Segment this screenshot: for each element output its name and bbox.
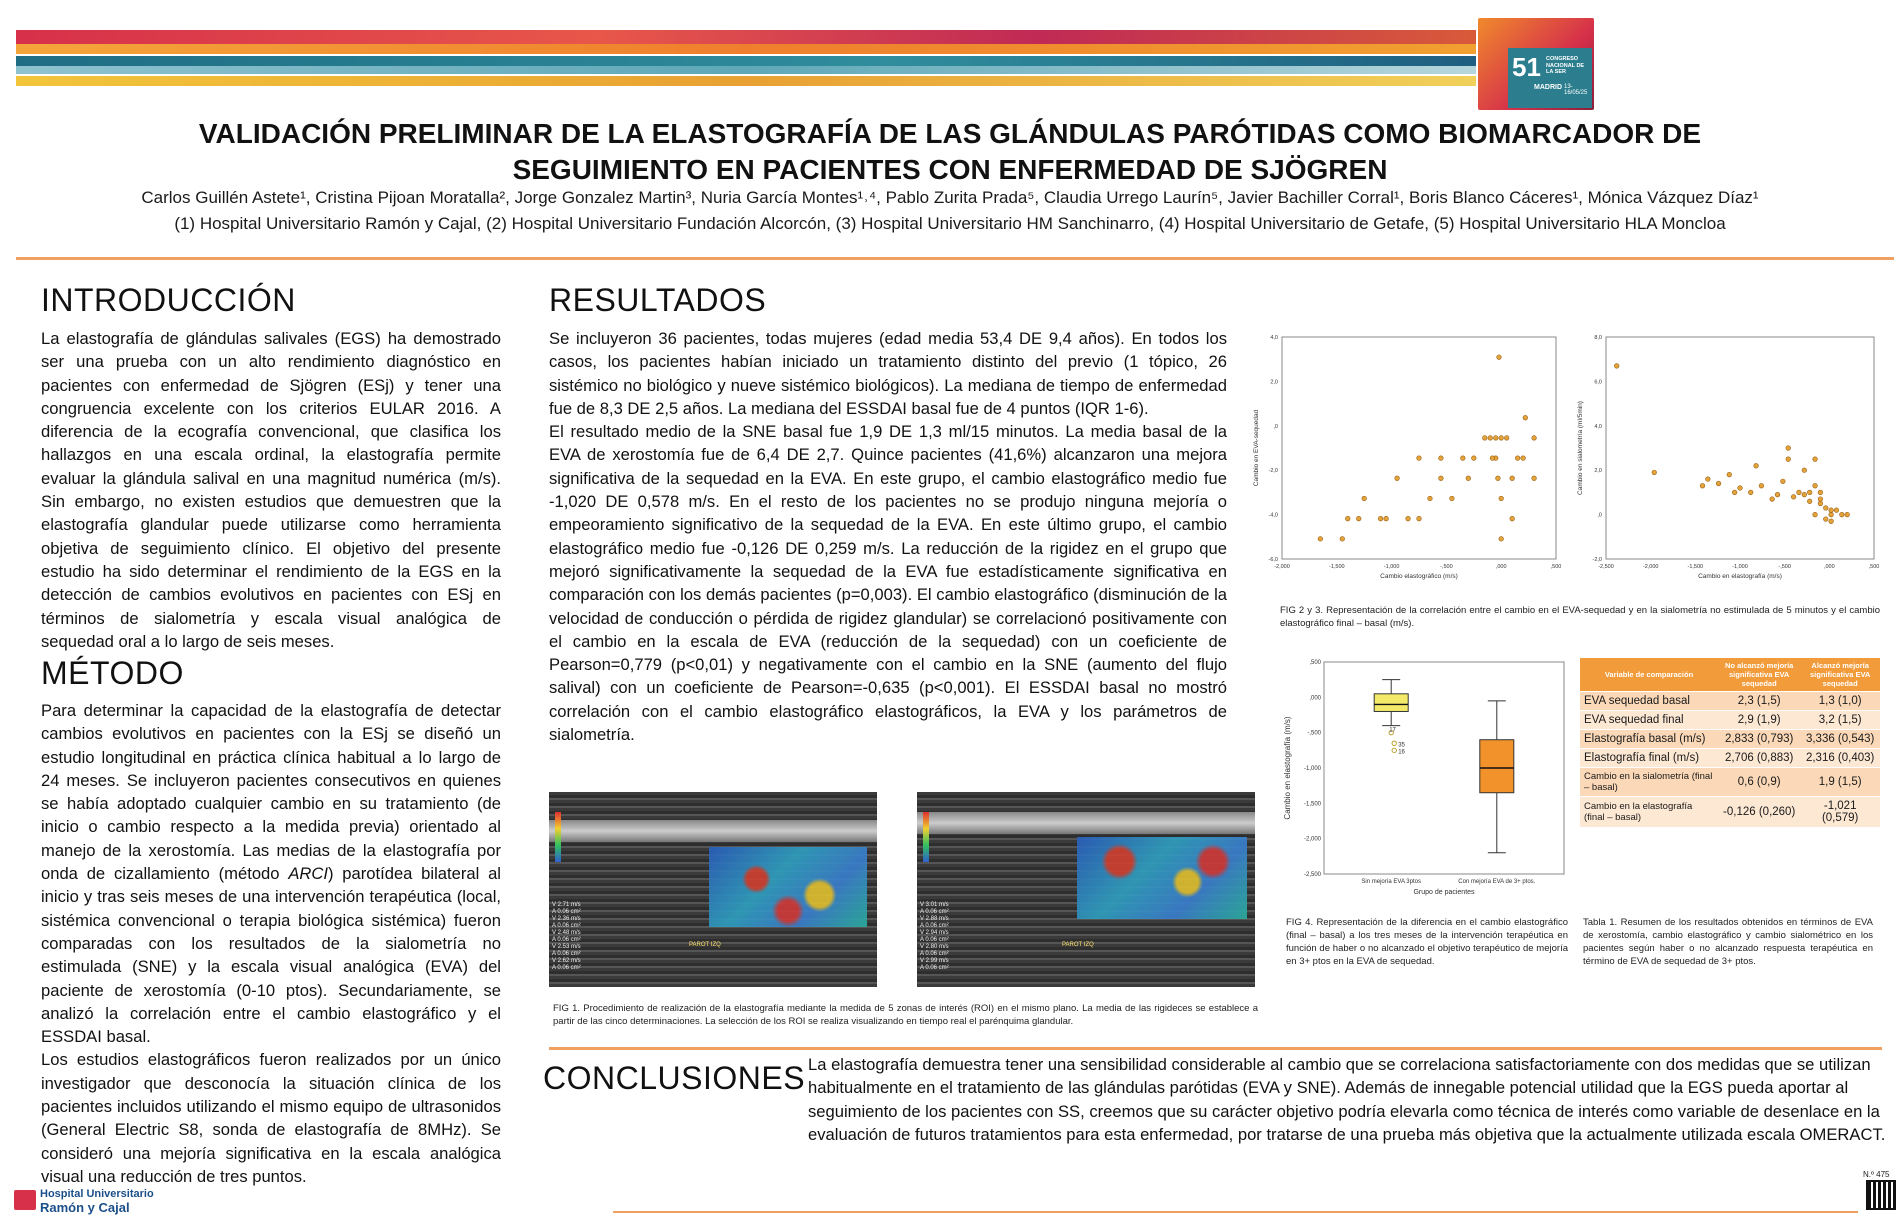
- data-point: [1532, 476, 1537, 481]
- table-header-cell: No alcanzó mejoría significativa EVA sequedad: [1718, 658, 1800, 692]
- hospital-logo: [14, 1188, 214, 1218]
- table-row-label: Cambio en la sialometría (final – basal): [1580, 768, 1718, 797]
- data-point: [1439, 456, 1444, 461]
- results-paragraph-2: El resultado medio de la SNE basal fue 1,9 DE 1,3 ml/15 minutos. La media basal de la EVA de xerostomía fue de 6,4 DE 2,7. Quince pacientes (41,6%) alcanzaron una mejora significativa de la sequedad en la EVA. En este grupo, el cambio elastográfico medio fue -1,020 DE 0,578 m/s. En el resto de los pacientes no se produjo ninguna mejoría o empeoramiento significativo de la sequedad de la EVA. En este último grupo, el cambio elastográfico medio fue -0,126 DE 0,259 m/s. La reducción de la rigidez en el grupo que mejoró significativamente la sequedad de la EVA fue estadísticamente significativa en comparación con los demás pacientes (p=0,003). El cambio elastográfico (disminución de la velocidad de conducción o pérdida de rigidez glandular) se correlacionó positivamente con el cambio en la escala de EVA (reducción de la sequedad) con un coeficiente de Pearson=0,779 (p<0,01) y negativamente con el cambio en la SNE (aumento del flujo salival) con un coeficiente de Pearson=-0,635 (p<0,001). El ESSDAI basal no mostró correlación con el cambio elastográfico elastográficos, la EVA y los parámetros de sialometría.: [549, 422, 1227, 745]
- y-tick-label: -4,0: [1268, 512, 1278, 519]
- x-tick-label: -2,000: [1274, 564, 1290, 570]
- elasto-readout: V 2.71 m/s: [552, 902, 581, 908]
- elasto-readout: V 3.01 m/s: [920, 902, 949, 908]
- data-point: [1840, 512, 1845, 517]
- y-tick-label: 8,0: [1594, 335, 1602, 341]
- fig1-ultrasound-left: [549, 792, 877, 987]
- table-row-label: Cambio en la elastografía (final – basal): [1580, 797, 1718, 828]
- data-point: [1406, 516, 1411, 521]
- x-tick-label: ,000: [1823, 564, 1835, 570]
- x-tick-label: -,500: [1778, 564, 1791, 570]
- data-point: [1738, 486, 1743, 491]
- table-row: [1580, 692, 1880, 711]
- x-tick-label: -2,500: [1598, 564, 1614, 570]
- method-text: [41, 699, 501, 1188]
- y-tick-label: 4,0: [1594, 423, 1602, 430]
- elasto-readout: A 0.06 cm²: [552, 951, 581, 957]
- y-tick-label: 2,0: [1594, 468, 1602, 475]
- fig1-left-label: PAROT IZQ: [689, 942, 721, 948]
- data-point: [1466, 476, 1471, 481]
- y-tick-label: -2,0: [1592, 557, 1602, 563]
- poster-title: [0, 116, 1900, 188]
- data-point: [1652, 470, 1657, 475]
- data-point: [1504, 436, 1509, 441]
- table-cell: 0,6 (0,9): [1718, 768, 1800, 797]
- data-point: [1493, 436, 1498, 441]
- conclusions-heading: CONCLUSIONES: [543, 1060, 806, 1096]
- data-point: [1813, 483, 1818, 488]
- results-text: [549, 327, 1227, 746]
- table-row: [1580, 749, 1880, 768]
- data-point: [1802, 468, 1807, 473]
- y-tick-label: -2,500: [1303, 872, 1321, 878]
- intro-heading: INTRODUCCIÓN: [41, 282, 296, 318]
- data-point: [1818, 501, 1823, 506]
- box-body: [1374, 694, 1408, 712]
- hospital-logo-line1: Hospital Universitario: [40, 1188, 154, 1200]
- data-point: [1515, 456, 1520, 461]
- data-point: [1497, 355, 1502, 360]
- x-tick-label: Sin mejoría EVA 3ptos: [1361, 879, 1421, 885]
- y-tick-label: -1,500: [1303, 801, 1321, 808]
- y-tick-label: 4,0: [1270, 335, 1278, 341]
- qr-code-icon: [1866, 1180, 1896, 1210]
- elasto-readout: A 0.06 cm²: [920, 951, 949, 957]
- data-point: [1813, 457, 1818, 462]
- data-point: [1786, 446, 1791, 451]
- data-point: [1450, 496, 1455, 501]
- data-point: [1829, 512, 1834, 517]
- elasto-readout: A 0.06 cm²: [920, 909, 949, 915]
- data-point: [1428, 496, 1433, 501]
- hospital-logo-line2: Ramón y Cajal: [40, 1200, 130, 1215]
- table-cell: 3,336 (0,543): [1800, 730, 1880, 749]
- x-tick-label: ,000: [1495, 564, 1507, 570]
- x-tick-label: -,500: [1440, 564, 1453, 570]
- data-point: [1362, 496, 1367, 501]
- x-axis-label: Grupo de pacientes: [1413, 889, 1475, 896]
- y-tick-label: ,000: [1309, 695, 1321, 702]
- x-tick-label: ,500: [1550, 564, 1562, 570]
- elasto-readout: V 2.62 m/s: [552, 958, 581, 964]
- table-cell: 2,3 (1,5): [1718, 692, 1800, 711]
- title-line-2: SEGUIMIENTO EN PACIENTES CON ENFERMEDAD DE SJÖGREN: [512, 154, 1388, 185]
- elasto-readout: A 0.06 cm²: [920, 923, 949, 929]
- fig1-right-bright-band: [917, 812, 1255, 834]
- header-band-orange: [16, 44, 1476, 54]
- congress-number: 51: [1512, 52, 1541, 82]
- data-point: [1775, 492, 1780, 497]
- y-tick-label: ,0: [1597, 512, 1602, 519]
- data-point: [1791, 495, 1796, 500]
- data-point: [1510, 476, 1515, 481]
- congress-logo: [1478, 18, 1594, 110]
- y-tick-label: 2,0: [1270, 379, 1278, 386]
- data-point: [1807, 499, 1812, 504]
- intro-text: La elastografía de glándulas salivales (EGS) ha demostrado ser una prueba con un alto rendimiento diagnóstico en pacientes con enfermedad de Sjögren (ESj) y tener una congruencia excelente con los criterios EULAR 2016. A diferencia de la ecografía convencional, que clasifica los hallazgos en una escala ordinal, la elastografía permite evaluar la glándula salival en una magnitud numérica (m/s). Sin embargo, no existen estudios que demuestren que la elastografía glandular puede utilizarse como herramienta objetiva de seguimiento clínico. El objetivo del presente estudio ha sido determinar el rendimiento de la EGS en la detección de cambios evolutivos en pacientes con ESj en términos de sialometría y escala visual analógica de sequedad oral a lo largo de seis meses.: [41, 329, 501, 651]
- data-point: [1532, 436, 1537, 441]
- data-point: [1786, 457, 1791, 462]
- x-tick-label: -1,000: [1383, 564, 1400, 570]
- hospital-logo-icon: [14, 1190, 36, 1210]
- plot-area: [1282, 337, 1556, 559]
- elasto-readout: A 0.06 cm²: [920, 965, 949, 971]
- table-cell: -1,021 (0,579): [1800, 797, 1880, 828]
- results-table-grid: [1580, 658, 1880, 828]
- data-point: [1417, 456, 1422, 461]
- fig4-boxplot-chart: [1276, 658, 1576, 906]
- data-point: [1823, 517, 1828, 522]
- elasto-readout: A 0.06 cm²: [552, 909, 581, 915]
- data-point: [1472, 456, 1477, 461]
- data-point: [1482, 436, 1487, 441]
- header-band-red: [16, 30, 1476, 44]
- y-tick-label: -,500: [1307, 730, 1321, 737]
- table-row: [1580, 711, 1880, 730]
- header-band-lightblue: [16, 66, 1476, 74]
- x-tick-label: ,500: [1868, 564, 1880, 570]
- fig1-left-colorbar: [555, 812, 561, 862]
- elasto-readout: V 2.36 m/s: [552, 916, 581, 922]
- data-point: [1439, 476, 1444, 481]
- conclusions-divider: [549, 1047, 1882, 1050]
- data-point: [1345, 516, 1350, 521]
- conclusions-text: La elastografía demuestra tener una sensibilidad considerable al cambio que se correlaciona satisfactoriamente con dos medidas que se utilizan habitualmente en el tratamiento de las glándulas parótidas (EVA y SNE). Además de innegable potencial utilidad que la EGS pueda aportar al seguimiento de los pacientes con SS, creemos que su carácter objetivo podría elevarla como técnica de interés como variable de desenlace en la evaluación de futuros tratamientos para esta enfermedad, por tratarse de una prueba más objetiva que la actualmente utilizada escala OMERACT.: [808, 1055, 1886, 1144]
- congress-city: MADRID: [1534, 84, 1562, 91]
- results-heading: RESULTADOS: [549, 282, 767, 318]
- fig23-caption: FIG 2 y 3. Representación de la correlación entre el cambio en el EVA-sequedad y en la sialometría no estimulada de 5 minutos y el cambio elastográfico final – basal (m/s).: [1280, 605, 1880, 629]
- data-point: [1496, 476, 1501, 481]
- title-line-1: VALIDACIÓN PRELIMINAR DE LA ELASTOGRAFÍA DE LAS GLÁNDULAS PARÓTIDAS COMO BIOMARCADOR DE: [198, 118, 1702, 149]
- table-header-row: [1580, 658, 1880, 692]
- data-point: [1845, 512, 1850, 517]
- data-point: [1818, 497, 1823, 502]
- data-point: [1748, 490, 1753, 495]
- x-tick-label: -1,000: [1732, 564, 1748, 570]
- data-point: [1499, 436, 1504, 441]
- plot-area: [1324, 662, 1564, 874]
- table-row: [1580, 768, 1880, 797]
- elasto-readout: A 0.06 cm²: [552, 965, 581, 971]
- elasto-readout: V 2.48 m/s: [552, 930, 581, 936]
- x-tick-label: -1,500: [1328, 564, 1345, 570]
- x-tick-label: Con mejoría EVA de 3+ ptos.: [1458, 879, 1536, 885]
- data-point: [1818, 490, 1823, 495]
- elasto-readout: A 0.06 cm²: [920, 937, 949, 943]
- data-point: [1706, 477, 1711, 482]
- elasto-readout: V 2.99 m/s: [920, 958, 949, 964]
- data-point: [1770, 497, 1775, 502]
- fig1-left-readouts: [552, 902, 581, 972]
- table-cell: -0,126 (0,260): [1718, 797, 1800, 828]
- table-row-label: EVA sequedad final: [1580, 711, 1718, 730]
- table-cell: 2,706 (0,883): [1718, 749, 1800, 768]
- y-axis-label: Cambio en EVA-sequedad: [1253, 409, 1260, 487]
- data-point: [1807, 490, 1812, 495]
- fig1-left-bright-band: [549, 820, 877, 842]
- data-point: [1318, 537, 1323, 542]
- header-band-teal: [16, 56, 1476, 66]
- congress-dates: 13-16/05/25: [1564, 84, 1588, 96]
- data-point: [1523, 415, 1528, 420]
- data-point: [1395, 476, 1400, 481]
- data-point: [1754, 463, 1759, 468]
- data-point: [1499, 537, 1504, 542]
- data-point: [1813, 512, 1818, 517]
- data-point: [1829, 508, 1834, 513]
- method-paragraph-1: Para determinar la capacidad de la elastografía de detectar cambios evolutivos en pacientes con la ESj se diseñó un estudio longitudinal en práctica clínica habitual a lo largo de 24 meses. Se incluyeron pacientes consecutivos en quienes se había adoptado cualquier cambio en su tratamiento (de inicio o cambio respecto a la medida previa) orientado al manejo de la xerostomía. Las medias de la elastografía por onda de cizallamiento (método ARCI) parotídea bilateral al inicio y tras seis meses de una intervención terapéutica (local, sistémica convencional o terapia biológica sistémica) fueron comparadas con los resultados de la sialometría no estimulada (SNE) y la escala visual analógica (EVA) del paciente de xerostomía (0-10 ptos). Secundariamente, se analizó la correlación entre el cambio elastográfico y el ESSDAI basal.: [41, 701, 501, 1047]
- data-point: [1384, 516, 1389, 521]
- data-point: [1732, 490, 1737, 495]
- data-point: [1700, 483, 1705, 488]
- fig2-scatter-chart: [1246, 335, 1566, 585]
- elasto-readout: V 2.94 m/s: [920, 930, 949, 936]
- y-tick-label: -1,000: [1303, 766, 1321, 772]
- fig1-right-readouts: [920, 902, 949, 972]
- table-row-label: Elastografía final (m/s): [1580, 749, 1718, 768]
- outlier-label: 16: [1398, 749, 1405, 756]
- elasto-readout: A 0.06 cm²: [552, 937, 581, 943]
- data-point: [1781, 479, 1786, 484]
- conclusions-bottom-line: [613, 1211, 1858, 1213]
- data-point: [1759, 483, 1764, 488]
- table-cell: 2,9 (1,9): [1718, 711, 1800, 730]
- fig1-ultrasound-right: [917, 792, 1255, 987]
- fig1-right-colorbar: [923, 812, 929, 862]
- outlier-label: 17: [1389, 727, 1396, 734]
- data-point: [1510, 516, 1515, 521]
- y-axis-label: Cambio en elastografía (m/s): [1283, 716, 1292, 820]
- data-point: [1356, 516, 1361, 521]
- table-cell: 2,833 (0,793): [1718, 730, 1800, 749]
- data-point: [1461, 456, 1466, 461]
- y-tick-label: ,0: [1273, 423, 1278, 430]
- y-tick-label: -2,0: [1268, 468, 1278, 475]
- affiliations: (1) Hospital Universitario Ramón y Cajal, (2) Hospital Universitario Fundación Alcorcón, (3) Hospital Universitario HM Sanchinarro, (4) Hospital Universitario de Getafe, (5) Hospital Universitario HLA Moncloa: [174, 214, 1726, 233]
- x-axis-label: Cambio en elastografía (m/s): [1698, 573, 1782, 580]
- table-row: [1580, 797, 1880, 828]
- x-tick-label: -1,500: [1687, 564, 1704, 570]
- header-band-yellow: [16, 76, 1476, 86]
- header-divider: [16, 257, 1894, 260]
- results-paragraph-1: Se incluyeron 36 pacientes, todas mujeres (edad media 53,4 DE 9,4 años). En todos los casos, los pacientes habían iniciado un tratamiento distinto del previo (1 tópico, 26 sistémico no biológico y nueve sistémico biológicos). La mediana de tiempo de enfermedad fue de 8,3 DE 2,5 años. La mediana del ESSDAI basal fue de 4 puntos (IQR 1-6).: [549, 329, 1227, 418]
- table-header-cell: Variable de comparación: [1580, 658, 1718, 692]
- x-axis-label: Cambio elastográfico (m/s): [1380, 573, 1458, 580]
- fig3-scatter-chart: [1572, 335, 1882, 585]
- data-point: [1802, 492, 1807, 497]
- fig1-right-label: PAROT IZQ: [1062, 942, 1094, 948]
- elasto-readout: V 2.88 m/s: [920, 916, 949, 922]
- data-point: [1417, 516, 1422, 521]
- poster-number: N.º 475: [1863, 1170, 1890, 1179]
- congress-name: CONGRESO NACIONAL DE LA SER: [1546, 56, 1585, 75]
- plot-area: [1606, 337, 1874, 559]
- fig1-caption: FIG 1. Procedimiento de realización de la elastografía mediante la medida de 5 zonas de interés (ROI) en el mismo plano. La media de las rigideces se establece a partir de las cinco determinaciones. La selección de los ROI se realiza visualizando en tiempo real el parénquima glandular.: [553, 1003, 1258, 1027]
- table-cell: 3,2 (1,5): [1800, 711, 1880, 730]
- authors: Carlos Guillén Astete¹, Cristina Pijoan Moratalla², Jorge Gonzalez Martin³, Nuria García Montes¹˒⁴, Pablo Zurita Prada⁵, Claudia Urrego Laurín⁵, Javier Bachiller Corral¹, Boris Blanco Cáceres¹, Mónica Vázquez Díaz¹: [141, 188, 1759, 207]
- y-tick-label: -6,0: [1268, 557, 1278, 563]
- elasto-readout: A 0.06 cm²: [552, 923, 581, 929]
- table-row-label: EVA sequedad basal: [1580, 692, 1718, 711]
- y-tick-label: 6,0: [1594, 379, 1602, 386]
- fig1-right-elasto-roi: [1077, 837, 1247, 919]
- table-row: [1580, 730, 1880, 749]
- data-point: [1378, 516, 1383, 521]
- data-point: [1829, 519, 1834, 524]
- fig4-caption: FIG 4. Representación de la diferencia en el cambio elastográfico (final – basal) a los tres meses de la intervención terapéutica en función de haber o no alcanzado el objetivo terapéutico de mejoría en 3+ ptos en la EVA de sequedad.: [1286, 917, 1568, 967]
- y-tick-label: ,500: [1309, 660, 1321, 666]
- box-body: [1480, 740, 1514, 793]
- data-point: [1490, 456, 1495, 461]
- y-tick-label: -2,000: [1303, 836, 1321, 843]
- data-point: [1499, 496, 1504, 501]
- data-point: [1727, 472, 1732, 477]
- fig1-left-elasto-roi: [709, 847, 867, 927]
- method-heading: MÉTODO: [41, 655, 184, 691]
- table-cell: 1,9 (1,5): [1800, 768, 1880, 797]
- data-point: [1797, 490, 1802, 495]
- data-point: [1521, 456, 1526, 461]
- method-paragraph-2: Los estudios elastográficos fueron realizados por un único investigador que desconocía la situación clínica de los pacientes incluidos utilizando el mismo equipo de ultrasonidos (General Electric S8, sonda de elastografía de 8MHz). Se consideró una mejoría significativa en la escala analógica visual una reducción de tres puntos.: [41, 1050, 501, 1186]
- y-axis-label: Cambio en sialometría (ml/5min): [1577, 401, 1584, 495]
- table-cell: 2,316 (0,403): [1800, 749, 1880, 768]
- table-cell: 1,3 (1,0): [1800, 692, 1880, 711]
- data-point: [1614, 364, 1619, 369]
- data-point: [1823, 506, 1828, 511]
- data-point: [1716, 481, 1721, 486]
- data-point: [1488, 436, 1493, 441]
- elasto-readout: V 2.80 m/s: [920, 944, 949, 950]
- table-row-label: Elastografía basal (m/s): [1580, 730, 1718, 749]
- x-tick-label: -2,000: [1642, 564, 1659, 570]
- results-table: [1580, 658, 1880, 828]
- table1-caption: Tabla 1. Resumen de los resultados obtenidos en términos de EVA de xerostomía, cambio elastográfico y cambio sialométrico en los pacientes según haber o no alcanzado respuesta terapéutica en término de EVA de sequedad de 3+ ptos.: [1583, 917, 1873, 967]
- table-header-cell: Alcanzó mejoría significativa EVA sequedad: [1800, 658, 1880, 692]
- data-point: [1340, 537, 1345, 542]
- outlier-label: 35: [1398, 742, 1405, 749]
- data-point: [1834, 508, 1839, 513]
- elasto-readout: V 2.53 m/s: [552, 944, 581, 950]
